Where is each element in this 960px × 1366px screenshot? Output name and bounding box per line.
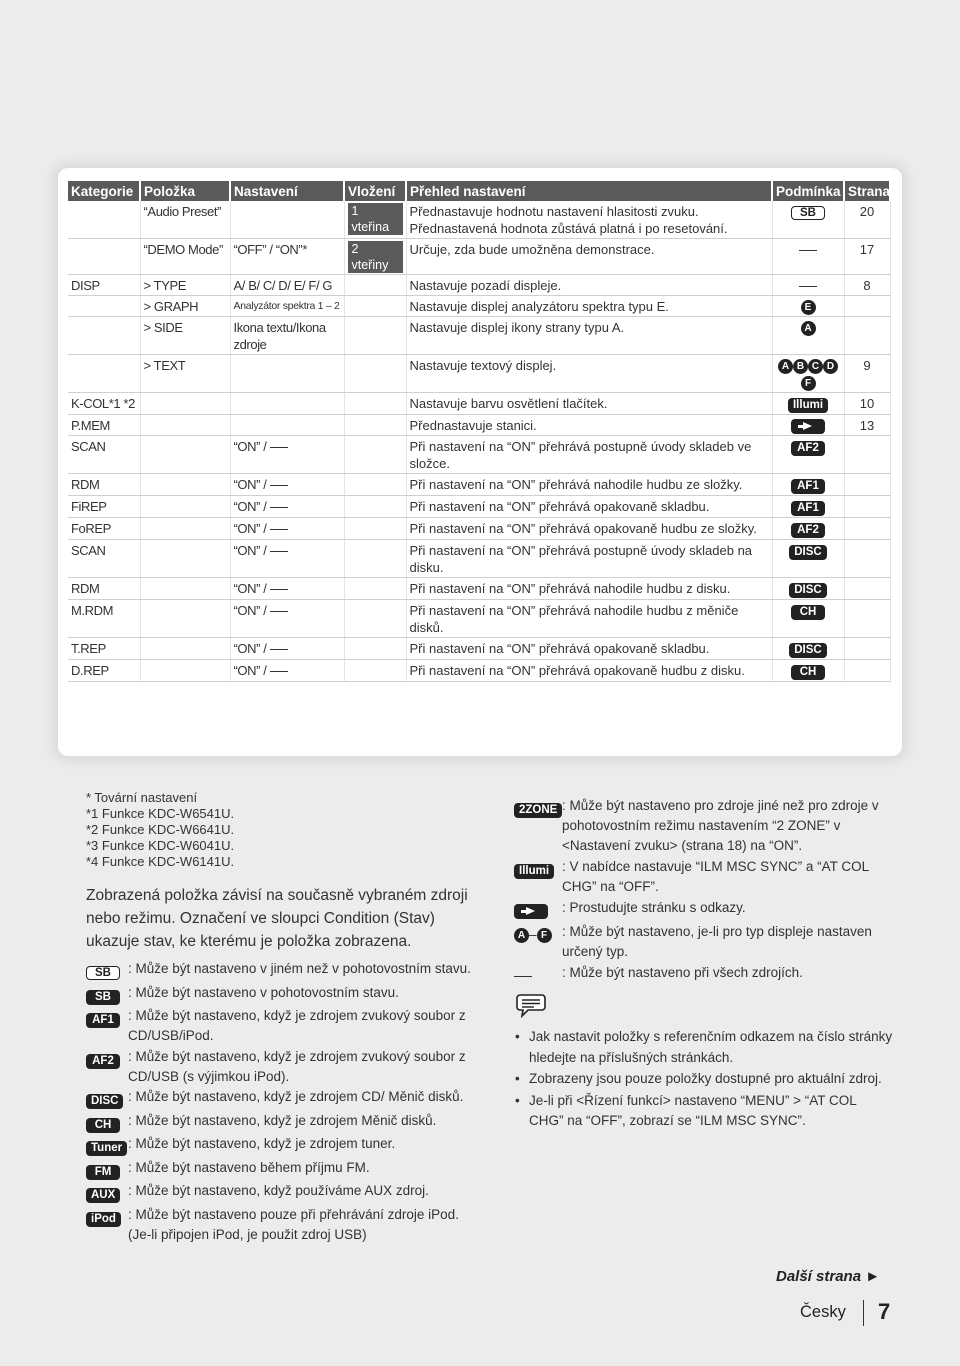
- legend-item: [514, 922, 894, 962]
- header-polozka: Položka: [140, 181, 230, 201]
- setting-text: “ON” /: [233, 499, 270, 515]
- ch-icon: CH: [791, 665, 825, 680]
- legend-text: : Může být nastaveno v pohotovostním stavu.: [128, 984, 399, 1000]
- setting-text: “ON” /: [233, 663, 270, 679]
- legend-icon-cell: [86, 1205, 128, 1245]
- ch-icon: CH: [86, 1118, 120, 1133]
- cell-page: [844, 578, 890, 600]
- cell-time: [344, 638, 406, 660]
- header-strana: Strana: [844, 181, 890, 201]
- condition-icons: [791, 663, 825, 678]
- disc-icon: DISC: [789, 643, 826, 658]
- cell-category: K-COL*1 *2: [68, 393, 140, 415]
- condition-icons: [791, 499, 825, 514]
- dash-icon: [799, 286, 817, 287]
- table-header-row: [68, 181, 890, 201]
- cell-setting: [230, 317, 344, 355]
- legend-icon-cell: [86, 1158, 128, 1181]
- cell-page: [844, 540, 890, 578]
- table-row: [68, 638, 890, 660]
- legend-icon-cell: [86, 983, 128, 1006]
- setting-text: “ON” /: [233, 521, 270, 537]
- page-number: 7: [878, 1299, 891, 1324]
- cell-setting: [230, 296, 344, 317]
- cell-setting: [230, 201, 344, 239]
- display-type-f-icon: F: [801, 376, 816, 391]
- notes-right: [514, 796, 894, 1133]
- cell-condition: [772, 540, 844, 578]
- condition-icons: [801, 320, 816, 335]
- cell-category: [68, 239, 140, 275]
- legend-item: [514, 857, 894, 897]
- cell-category: T.REP: [68, 638, 140, 660]
- cell-time: [344, 355, 406, 393]
- display-type-a-icon: A: [801, 321, 816, 336]
- table-row: [68, 296, 890, 317]
- dash-icon: [270, 611, 288, 612]
- cell-condition: [772, 239, 844, 275]
- cell-page: 20: [844, 201, 890, 239]
- cell-description: Při nastavení na “ON” přehrává opakovaně skladbu.: [406, 496, 772, 518]
- cell-description: Přednastavuje hodnotu nastavení hlasitosti zvuku. Přednastavená hodnota zůstává platná i po resetování.: [406, 201, 772, 239]
- cell-setting: [230, 600, 344, 638]
- condition-icons: [791, 439, 825, 454]
- display-type-d-icon: D: [823, 359, 838, 374]
- table-row: [68, 474, 890, 496]
- legend-text: : Může být nastaveno, je-li pro typ displeje nastaven určený typ.: [562, 924, 872, 959]
- aux-icon: AUX: [86, 1188, 120, 1203]
- dash-icon: [270, 551, 288, 552]
- legend-icon-cell: [86, 959, 128, 982]
- cell-category: [68, 296, 140, 317]
- cell-page: [844, 600, 890, 638]
- legend-item: [86, 959, 476, 982]
- cell-description: Nastavuje displej ikony strany typu A.: [406, 317, 772, 355]
- cell-page: 8: [844, 275, 890, 296]
- legend-icon-cell: [514, 796, 562, 856]
- cell-time: [344, 540, 406, 578]
- cell-page: [844, 436, 890, 474]
- cell-setting: [230, 540, 344, 578]
- setting-text: “ON” /: [233, 603, 270, 619]
- header-vlozeni: Vložení: [344, 181, 406, 201]
- legend-icon-cell: [86, 1181, 128, 1204]
- legend-item: [86, 1111, 476, 1134]
- condition-icons: [791, 477, 825, 492]
- display-type-f-icon: F: [537, 928, 552, 943]
- cell-description: Nastavuje pozadí displeje.: [406, 275, 772, 296]
- dash-icon: [270, 529, 288, 530]
- cell-item: [140, 578, 230, 600]
- footer-divider: [863, 1300, 864, 1326]
- display-type-c-icon: C: [808, 359, 823, 374]
- legend-text: : Může být nastaveno pro zdroje jiné než pro zdroje v pohotovostním režimu nastavením “2 ZONE” v <Nastavení zvuku> (strana 18) na “ON”.: [562, 798, 879, 853]
- dash-icon: [270, 671, 288, 672]
- cell-description: Nastavuje barvu osvětlení tlačítek.: [406, 393, 772, 415]
- sb-icon: SB: [86, 990, 120, 1005]
- cell-time: [344, 436, 406, 474]
- cell-setting: [230, 474, 344, 496]
- dash-icon: [514, 976, 532, 977]
- legend-text: : Může být nastaveno, když je zdrojem Měnič disků.: [128, 1112, 437, 1128]
- cell-item: > TEXT: [140, 355, 230, 393]
- sb-icon: SB: [86, 966, 120, 980]
- cell-category: D.REP: [68, 660, 140, 682]
- setting-text: “ON” /: [233, 439, 270, 455]
- legend-text: : Může být nastaveno během příjmu FM.: [128, 1159, 370, 1175]
- condition-icons: [799, 242, 817, 257]
- cell-description: Při nastavení na “ON” přehrává opakovaně hudbu z disku.: [406, 660, 772, 682]
- cell-setting: [230, 638, 344, 660]
- cell-setting: [230, 578, 344, 600]
- cell-category: DISP: [68, 275, 140, 296]
- table-row: [68, 355, 890, 393]
- cell-setting: [230, 660, 344, 682]
- next-page-link[interactable]: Další strana ►: [776, 1268, 881, 1285]
- cell-category: SCAN: [68, 540, 140, 578]
- cell-setting: [230, 518, 344, 540]
- cell-condition: [772, 415, 844, 436]
- legend-icon-cell: [514, 922, 562, 962]
- cell-category: P.MEM: [68, 415, 140, 436]
- footnote-3: *3 Funkce KDC-W6041U.: [86, 838, 235, 853]
- bullet-item: • Zobrazeny jsou pouze položky dostupné pro aktuální zdroj.: [514, 1069, 894, 1090]
- cell-time: [344, 600, 406, 638]
- condition-icons: [801, 299, 816, 314]
- af1-icon: AF1: [791, 501, 825, 516]
- cell-page: 17: [844, 239, 890, 275]
- legend-icon-cell: [86, 1047, 128, 1087]
- cell-category: [68, 317, 140, 355]
- legend-text: : Může být nastaveno, když je zdrojem tuner.: [128, 1136, 396, 1151]
- cell-description: Určuje, zda bude umožněna demonstrace.: [406, 239, 772, 275]
- cell-time: [344, 275, 406, 296]
- bullet-item: • Je-li při <Řízení funkcí> nastaveno “MENU” > “AT COL CHG” na “OFF”, zobrazí se “ILM MSC SYNC”.: [514, 1091, 894, 1132]
- cell-condition: [772, 600, 844, 638]
- cell-item: > GRAPH: [140, 296, 230, 317]
- cell-page: 13: [844, 415, 890, 436]
- cell-category: RDM: [68, 474, 140, 496]
- cell-condition: [772, 296, 844, 317]
- legend-text: : Prostudujte stránku s odkazy.: [562, 900, 746, 915]
- setting-text: “OFF” / “ON”*: [233, 242, 308, 257]
- cell-condition: [772, 355, 844, 393]
- cell-item: > TYPE: [140, 275, 230, 296]
- arrow-icon: [791, 419, 825, 434]
- legend-item: [514, 963, 894, 986]
- cell-description: Přednastavuje stanici.: [406, 415, 772, 436]
- legend-item: [86, 1181, 476, 1204]
- header-prehled: Přehled nastavení: [406, 181, 772, 201]
- legend-icon-cell: [86, 1087, 128, 1110]
- cell-item: [140, 415, 230, 436]
- cell-condition: [772, 496, 844, 518]
- intro-text: Zobrazená položka závisí na současně vybraném zdroji nebo režimu. Označení ve sloupci Condition (Stav) ukazuje stav, ke kterému je položka zobrazena.: [86, 887, 468, 950]
- cell-page: 9: [844, 355, 890, 393]
- cell-time: [344, 578, 406, 600]
- footnote-1: *1 Funkce KDC-W6541U.: [86, 806, 235, 821]
- cell-item: “DEMO Mode”: [140, 239, 230, 275]
- cell-condition: [772, 275, 844, 296]
- cell-setting: [230, 355, 344, 393]
- table-row: [68, 600, 890, 638]
- cell-time: [344, 296, 406, 317]
- legend-item: [86, 1158, 476, 1181]
- legend-text: : Může být nastaveno při všech zdrojích.: [562, 965, 803, 980]
- table-row: [68, 275, 890, 296]
- legend-item: [86, 1047, 476, 1087]
- table-body: [68, 201, 890, 682]
- cell-setting: [230, 239, 344, 275]
- dash-icon: [270, 507, 288, 508]
- cell-item: [140, 638, 230, 660]
- footnote-factory: * Tovární nastavení: [86, 790, 198, 805]
- cell-category: [68, 201, 140, 239]
- display-type-a-icon: A: [778, 359, 793, 374]
- ch-icon: CH: [791, 605, 825, 620]
- 2zone-icon: 2ZONE: [514, 803, 562, 818]
- cell-description: Nastavuje textový displej.: [406, 355, 772, 393]
- cell-category: RDM: [68, 578, 140, 600]
- cell-page: [844, 496, 890, 518]
- setting-text: “ON” /: [233, 641, 270, 657]
- condition-icons: [789, 543, 826, 558]
- sb-outline-icon: SB: [791, 206, 825, 220]
- header-kategorie: Kategorie: [68, 181, 140, 201]
- cell-time: [344, 201, 406, 239]
- dash-icon: [799, 250, 817, 251]
- cell-item: > SIDE: [140, 317, 230, 355]
- cell-category: FiREP: [68, 496, 140, 518]
- cell-condition: [772, 393, 844, 415]
- cell-condition: [772, 578, 844, 600]
- table-row: [68, 393, 890, 415]
- cell-time: [344, 393, 406, 415]
- table-row: [68, 660, 890, 682]
- legend-text: : Může být nastaveno pouze při přehrávání zdroje iPod. (Je-li připojen iPod, je použit zdroj USB): [128, 1206, 459, 1242]
- range-dash: –: [529, 927, 537, 942]
- cell-page: [844, 474, 890, 496]
- legend-text: : V nabídce nastavuje “ILM MSC SYNC” a “AT COL CHG” na “OFF”.: [562, 859, 869, 894]
- settings-table: [68, 181, 891, 682]
- disc-icon: DISC: [789, 545, 826, 560]
- ipod-icon: iPod: [86, 1212, 121, 1227]
- cell-page: 10: [844, 393, 890, 415]
- setting-text: “ON” /: [233, 581, 270, 597]
- cell-description: Nastavuje displej analyzátoru spektra typu E.: [406, 296, 772, 317]
- legend-item: [86, 1205, 476, 1245]
- notes-left: [86, 790, 476, 1245]
- cell-description: Při nastavení na “ON” přehrává nahodile hudbu z měniče disků.: [406, 600, 772, 638]
- setting-text: “ON” /: [233, 477, 270, 493]
- cell-condition: [772, 638, 844, 660]
- condition-icons: [791, 521, 825, 536]
- time-badge: 2 vteřiny: [348, 241, 403, 273]
- condition-icons: [789, 581, 826, 596]
- legend-text: : Může být nastaveno v jiném než v pohotovostním stavu.: [128, 961, 471, 976]
- cell-condition: [772, 474, 844, 496]
- cell-item: [140, 496, 230, 518]
- cell-setting: [230, 436, 344, 474]
- cell-time: [344, 660, 406, 682]
- cell-page: [844, 660, 890, 682]
- cell-setting: [230, 496, 344, 518]
- legend-item: [514, 898, 894, 921]
- cell-time: [344, 239, 406, 275]
- cell-item: [140, 600, 230, 638]
- disc-icon: DISC: [86, 1094, 123, 1109]
- cell-time: [344, 496, 406, 518]
- cell-description: Při nastavení na “ON” přehrává postupně úvody skladeb na disku.: [406, 540, 772, 578]
- legend-icon-cell: [514, 963, 562, 986]
- legend-item: [86, 983, 476, 1006]
- cell-item: [140, 518, 230, 540]
- legend-item: [86, 1006, 476, 1046]
- cell-item: [140, 474, 230, 496]
- cell-page: [844, 296, 890, 317]
- bullet-list: [514, 1027, 894, 1132]
- legend-icon-cell: [86, 1134, 128, 1157]
- dash-icon: [270, 485, 288, 486]
- af1-icon: AF1: [791, 479, 825, 494]
- table-row: [68, 496, 890, 518]
- fm-icon: FM: [86, 1165, 120, 1180]
- legend-right: [514, 796, 894, 986]
- legend-text: : Může být nastaveno, když je zdrojem zvukový soubor z CD/USB (s výjimkou iPod).: [128, 1048, 466, 1084]
- table-row: [68, 317, 890, 355]
- cell-time: [344, 518, 406, 540]
- table-row: [68, 436, 890, 474]
- bullet-item: • Jak nastavit položky s referenčním odkazem na číslo stránky hledejte na příslušných stránkách.: [514, 1027, 894, 1068]
- setting-text: Ikona textu/Ikona zdroje: [233, 320, 326, 353]
- cell-condition: [772, 660, 844, 682]
- condition-icons: [788, 396, 828, 411]
- header-podminka: Podmínka: [772, 181, 844, 201]
- setting-text: Analyzátor spektra 1 – 2: [233, 300, 340, 312]
- cell-category: SCAN: [68, 436, 140, 474]
- condition-icons: [799, 278, 817, 293]
- cell-description: Při nastavení na “ON” přehrává nahodile hudbu ze složky.: [406, 474, 772, 496]
- cell-condition: [772, 518, 844, 540]
- illumi-icon: Illumi: [788, 398, 828, 413]
- cell-time: [344, 474, 406, 496]
- display-type-b-icon: B: [793, 359, 808, 374]
- cell-page: [844, 317, 890, 355]
- cell-time: [344, 415, 406, 436]
- condition-icons: [791, 603, 825, 618]
- dash-icon: [270, 589, 288, 590]
- illumi-icon: Illumi: [514, 864, 554, 879]
- legend-icon-cell: [86, 1006, 128, 1046]
- table-row: [68, 540, 890, 578]
- legend-icon-cell: [514, 898, 562, 921]
- af2-icon: AF2: [86, 1054, 120, 1069]
- af2-icon: AF2: [791, 441, 825, 456]
- arrow-icon: [514, 904, 548, 919]
- legend-text: : Může být nastaveno, když je zdrojem zvukový soubor z CD/USB/iPod.: [128, 1008, 466, 1043]
- legend-text: : Může být nastaveno, když používáme AUX zdroj.: [128, 1183, 429, 1198]
- footnote-4: *4 Funkce KDC-W6141U.: [86, 854, 235, 869]
- cell-item: [140, 540, 230, 578]
- af1-icon: AF1: [86, 1013, 120, 1028]
- table-row: [68, 578, 890, 600]
- cell-category: [68, 355, 140, 393]
- tuner-icon: Tuner: [86, 1141, 127, 1156]
- cell-condition: [772, 317, 844, 355]
- table-row: [68, 201, 890, 239]
- time-badge: 1 vteřina: [348, 203, 403, 235]
- cell-condition: [772, 436, 844, 474]
- dash-icon: [270, 447, 288, 448]
- note-icon: [516, 992, 894, 1021]
- condition-icons: [791, 418, 825, 433]
- cell-description: Při nastavení na “ON” přehrává opakovaně hudbu ze složky.: [406, 518, 772, 540]
- legend-item: [86, 1087, 476, 1110]
- legend-icon-cell: [514, 857, 562, 897]
- cell-description: Při nastavení na “ON” přehrává nahodile hudbu z disku.: [406, 578, 772, 600]
- legend-text: : Může být nastaveno, když je zdrojem CD/ Měnič disků.: [128, 1089, 464, 1104]
- table-row: [68, 239, 890, 275]
- setting-text: “ON” /: [233, 543, 270, 559]
- condition-icons: [778, 358, 838, 390]
- cell-setting: [230, 275, 344, 296]
- cell-item: [140, 436, 230, 474]
- table-row: [68, 415, 890, 436]
- cell-page: [844, 638, 890, 660]
- legend-icon-cell: [86, 1111, 128, 1134]
- cell-description: Při nastavení na “ON” přehrává postupně úvody skladeb ve složce.: [406, 436, 772, 474]
- cell-condition: [772, 201, 844, 239]
- display-type-a-icon: A: [514, 928, 529, 943]
- condition-icons: [791, 204, 825, 219]
- cell-item: “Audio Preset”: [140, 201, 230, 239]
- cell-setting: [230, 415, 344, 436]
- cell-setting: [230, 393, 344, 415]
- legend-left: [86, 959, 476, 1245]
- cell-item: [140, 393, 230, 415]
- cell-time: [344, 317, 406, 355]
- setting-text: A/ B/ C/ D/ E/ F/ G: [233, 278, 333, 293]
- cell-category: M.RDM: [68, 600, 140, 638]
- legend-item: [86, 1134, 476, 1157]
- footnote-2: *2 Funkce KDC-W6641U.: [86, 822, 235, 837]
- cell-page: [844, 518, 890, 540]
- dash-icon: [270, 649, 288, 650]
- cell-item: [140, 660, 230, 682]
- disc-icon: DISC: [789, 583, 826, 598]
- af2-icon: AF2: [791, 523, 825, 538]
- footer-language: Česky: [800, 1303, 846, 1321]
- table-row: [68, 518, 890, 540]
- legend-item: [514, 796, 894, 856]
- condition-icons: [789, 641, 826, 656]
- cell-description: Při nastavení na “ON” přehrává opakovaně skladbu.: [406, 638, 772, 660]
- display-type-e-icon: E: [801, 300, 816, 315]
- header-nastaveni: Nastavení: [230, 181, 344, 201]
- cell-category: FoREP: [68, 518, 140, 540]
